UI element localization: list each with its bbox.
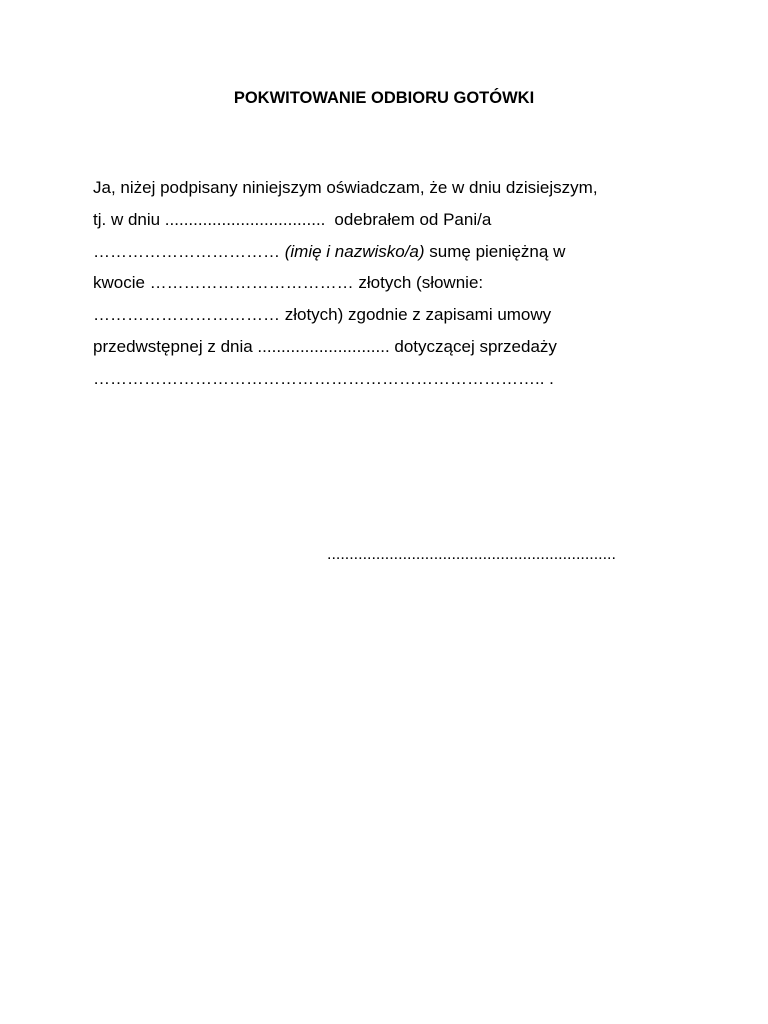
body-line-1: Ja, niżej podpisany niniejszym oświadczam, że w dniu dzisiejszym, — [93, 178, 598, 197]
body-line-2 — [93, 210, 491, 230]
sum-text: sumę pieniężną w — [424, 242, 566, 261]
body-line-7: …………………………………………………………………….. . — [93, 369, 554, 388]
body-line-5: …………………………… złotych) zgodnie z zapisami umowy — [93, 305, 552, 324]
name-field-hint: (imię i nazwisko/a) — [284, 242, 425, 261]
body-line-3 — [93, 242, 565, 262]
received-from-text: odebrałem od Pani/a — [334, 210, 492, 229]
body-line-6: przedwstępnej z dnia ............................ dotyczącej sprzedaży — [93, 337, 557, 356]
body-line-4: kwocie ……………………………… złotych (słownie: — [93, 273, 484, 292]
date-field-text: tj. w dniu .................................. — [93, 210, 326, 229]
name-field-dots: …………………………… — [93, 242, 285, 261]
signature-line: ................................................................. — [327, 546, 616, 563]
document-title: POKWITOWANIE ODBIORU GOTÓWKI — [233, 89, 535, 107]
